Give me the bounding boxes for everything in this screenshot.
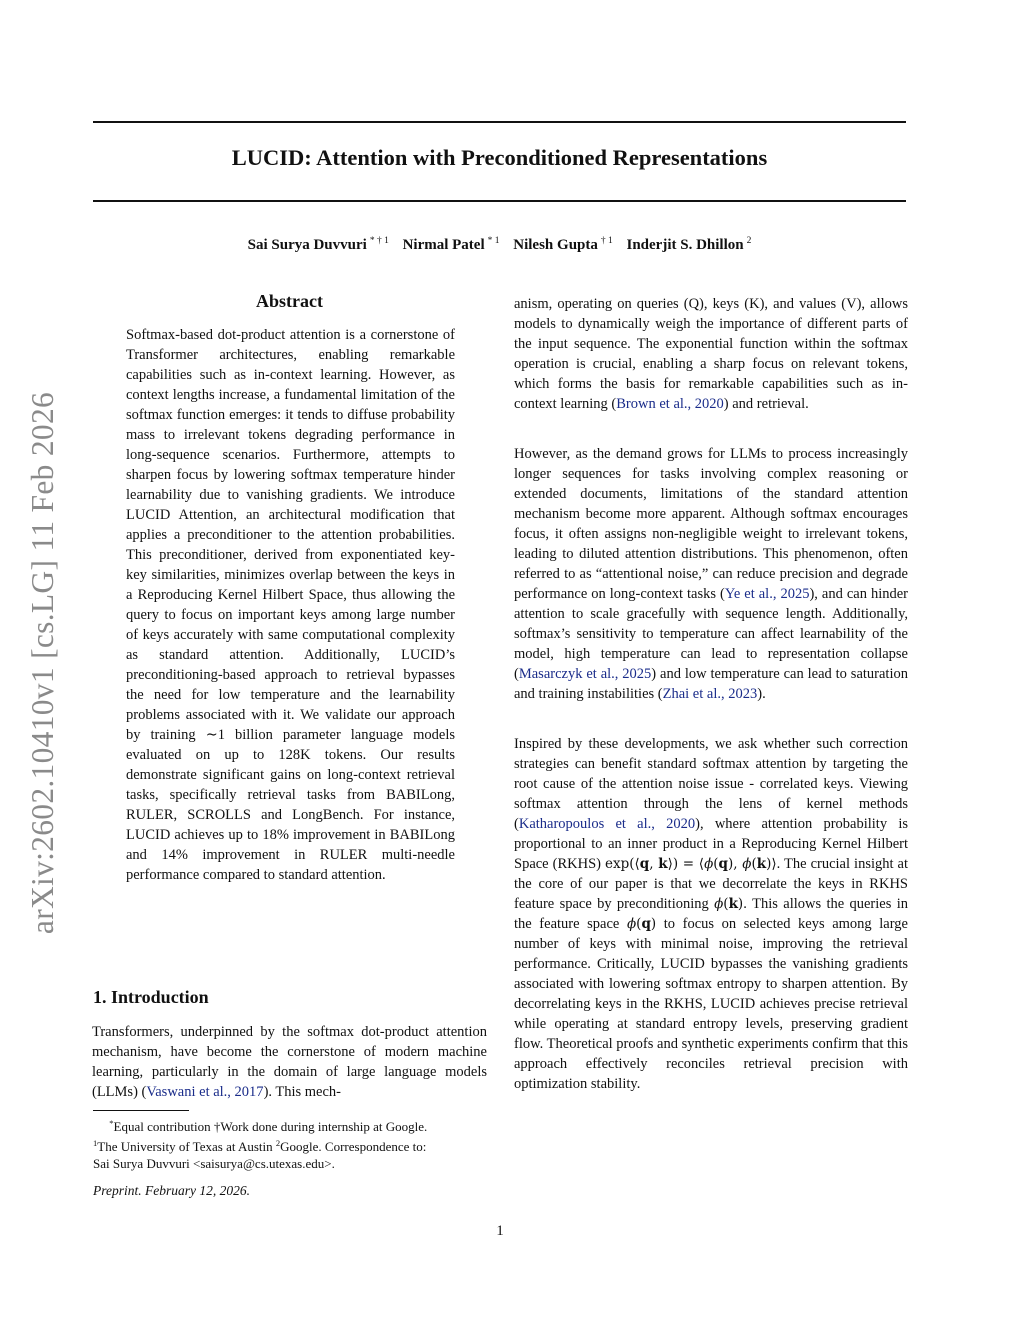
author-3 <box>513 237 612 253</box>
right-column-paragraph-1 <box>514 294 908 414</box>
author-3-name: Nilesh Gupta <box>513 237 598 253</box>
page-number: 1 <box>496 1223 504 1239</box>
footnote-mark: * <box>109 1118 114 1128</box>
body-text-part: ). <box>757 686 766 702</box>
title-bottom-rule <box>93 200 906 202</box>
right-column-paragraph-2 <box>514 444 908 704</box>
author-3-affiliations: † 1 <box>600 236 613 246</box>
body-text-part: ), where attention probability is proportional to an inner product in a Reproducing Kernel Hilbert Space (RKHS) <box>514 816 908 872</box>
title-top-rule <box>93 121 906 123</box>
author-4-affiliations: 2 <box>746 236 752 246</box>
footnote-text: The University of Texas at Austin <box>97 1139 276 1154</box>
author-4-name: Inderjit S. Dhillon <box>626 237 744 253</box>
footnote-line <box>93 1115 493 1135</box>
footnote-text: Equal contribution †Work done during internship at Google. <box>113 1119 428 1134</box>
body-text-part: However, as the demand grows for LLMs to process increasingly longer sequences for tasks involving complex reasoning or extended documents, limitations of the standard attention mechanism become more apparent. Although softmax encourages focus, it often assigns non-negligible weight to irrelevant tokens, leading to diluted attention distributions. This phenomenon, often referred to as “attentional noise,” can reduce precision and degrade performance on long-context tasks ( <box>514 446 908 602</box>
right-column-paragraph-3 <box>514 734 908 1094</box>
citation-link[interactable]: Katharopoulos et al., 2020 <box>518 816 696 832</box>
author-1 <box>248 237 389 253</box>
author-4 <box>627 237 752 253</box>
citation-link[interactable]: Masarczyk et al., 2025 <box>518 666 652 682</box>
footnote-mark: 2 <box>275 1138 281 1148</box>
paper-title: LUCID: Attention with Preconditioned Representations <box>231 145 768 170</box>
body-text-part: to focus on selected keys among large number of keys with minimal noise, improving the retrieval performance. Critically, LUCID bypasses the vanishing gradients associated with lowering softmax entropy to sharpen attention. By decorrelating keys in the RKHS, LUCID achieves precise retrieval while operating at standard entropy levels, preserving gradient flow. Theoretical proofs and synthetic experiments confirm that this approach effectively reconciles retrieval precision with optimization stability. <box>514 916 908 1092</box>
footnote-line <box>93 1135 493 1155</box>
phi-q-expression: ϕ(q) <box>626 916 657 932</box>
abstract-body: Softmax-based dot-product attention is a cornerstone of Transformer architectures, enabling remarkable capabilities such as in-context learning. However, as context lengths increase, a fundamental limitation of the softmax function emerges: it tends to diffuse probability mass to irrelevant tokens degrading performance in long-sequence scenarios. Furthermore, attempts to sharpen focus by lowering softmax temperature hinder learnability due to vanishing gradients. We introduce LUCID Attention, an architectural modification that applies a preconditioner to the attention probabilities. This preconditioner, derived from exponentiated key-key similarities, minimizes overlap between the keys in a Reproducing Kernel Hilbert Space, thus allowing the query to focus on important keys among large number of keys accurately with same computational complexity as standard attention. Additionally, LUCID’s preconditioning-based approach to retrieval bypasses the need for low temperature and the learnability problems associated with it. We validate our approach by training ∼1 billion parameter language models evaluated on up to 128K tokens. Our results demonstrate significant gains on long-context retrieval tasks, specifically retrieval tasks from BABILong, RULER, SCROLLS and LongBench. For instance, LUCID achieves up to 18% improvement in BABILong and 14% improvement in RULER multi-needle performance compared to standard attention. <box>126 327 455 883</box>
abstract-heading: Abstract <box>256 291 323 311</box>
author-2 <box>403 237 500 253</box>
footnotes <box>93 1115 493 1172</box>
citation-link[interactable]: Ye et al., 2025 <box>724 586 810 602</box>
introduction-heading: 1. Introduction <box>93 987 209 1007</box>
citation-link[interactable]: Brown et al., 2020 <box>616 396 724 412</box>
author-1-affiliations: * † 1 <box>369 236 389 246</box>
author-list <box>93 236 906 254</box>
body-text-part: anism, operating on queries (Q), keys (K), and values (V), allows models to dynamically weigh the importance of different parts of the input sequence. The exponential function within the softmax operation is crucial, enabling a sharp focus on relevant tokens, which forms the basis for remarkable capabilities such as in-context learning ( <box>514 296 908 412</box>
author-1-name: Sai Surya Duvvuri <box>247 237 367 253</box>
preprint-note: Preprint. February 12, 2026. <box>93 1183 250 1198</box>
introduction-paragraph <box>92 1022 487 1102</box>
body-text-part: Inspired by these developments, we ask whether such correction strategies can benefit standard softmax attention by targeting the root cause of the attention noise issue - correlated keys. Viewing softmax attention through the lens of kernel methods ( <box>514 736 908 832</box>
footnote-mark: 1 <box>93 1138 98 1148</box>
intro-text-part: Transformers, underpinned by the softmax dot-product attention mechanism, have become the cornerstone of modern machine learning, particularly in the domain of large language models (LLMs) ( <box>92 1024 487 1100</box>
citation-link[interactable]: Vaswani et al., 2017 <box>146 1084 264 1100</box>
author-2-affiliations: * 1 <box>487 236 500 246</box>
body-text-part: . This allows the queries in the feature space <box>514 896 908 932</box>
footnote-divider <box>93 1110 189 1111</box>
author-2-name: Nirmal Patel <box>402 237 485 253</box>
intro-text-part: ). This mech- <box>263 1084 342 1100</box>
body-text-part: . The crucial insight at the core of our paper is that we decorrelate the keys in RKHS feature space by preconditioning <box>514 856 908 912</box>
citation-link[interactable]: Zhai et al., 2023 <box>662 686 758 702</box>
body-text-part: ) and low temperature can lead to saturation and training instabilities ( <box>514 666 908 702</box>
phi-k-expression: ϕ(k) <box>714 896 744 912</box>
footnote-line: Sai Surya Duvvuri <saisurya@cs.utexas.edu>. <box>93 1156 335 1171</box>
body-text-part: ) and retrieval. <box>723 396 809 412</box>
kernel-equation: exp(⟨q, k⟩) = ⟨ϕ(q), ϕ(k)⟩ <box>605 856 777 872</box>
body-text-part: ), and can hinder attention to scale gracefully with sequence length. Additionally, softmax’s sensitivity to temperature can affect learnability of the model, high temperature can lead to representation collapse ( <box>514 586 908 682</box>
arxiv-identifier: arXiv:2602.10410v1 [cs.LG] 11 Feb 2026 <box>25 391 60 935</box>
footnote-text: Google. Correspondence to: <box>280 1139 427 1154</box>
